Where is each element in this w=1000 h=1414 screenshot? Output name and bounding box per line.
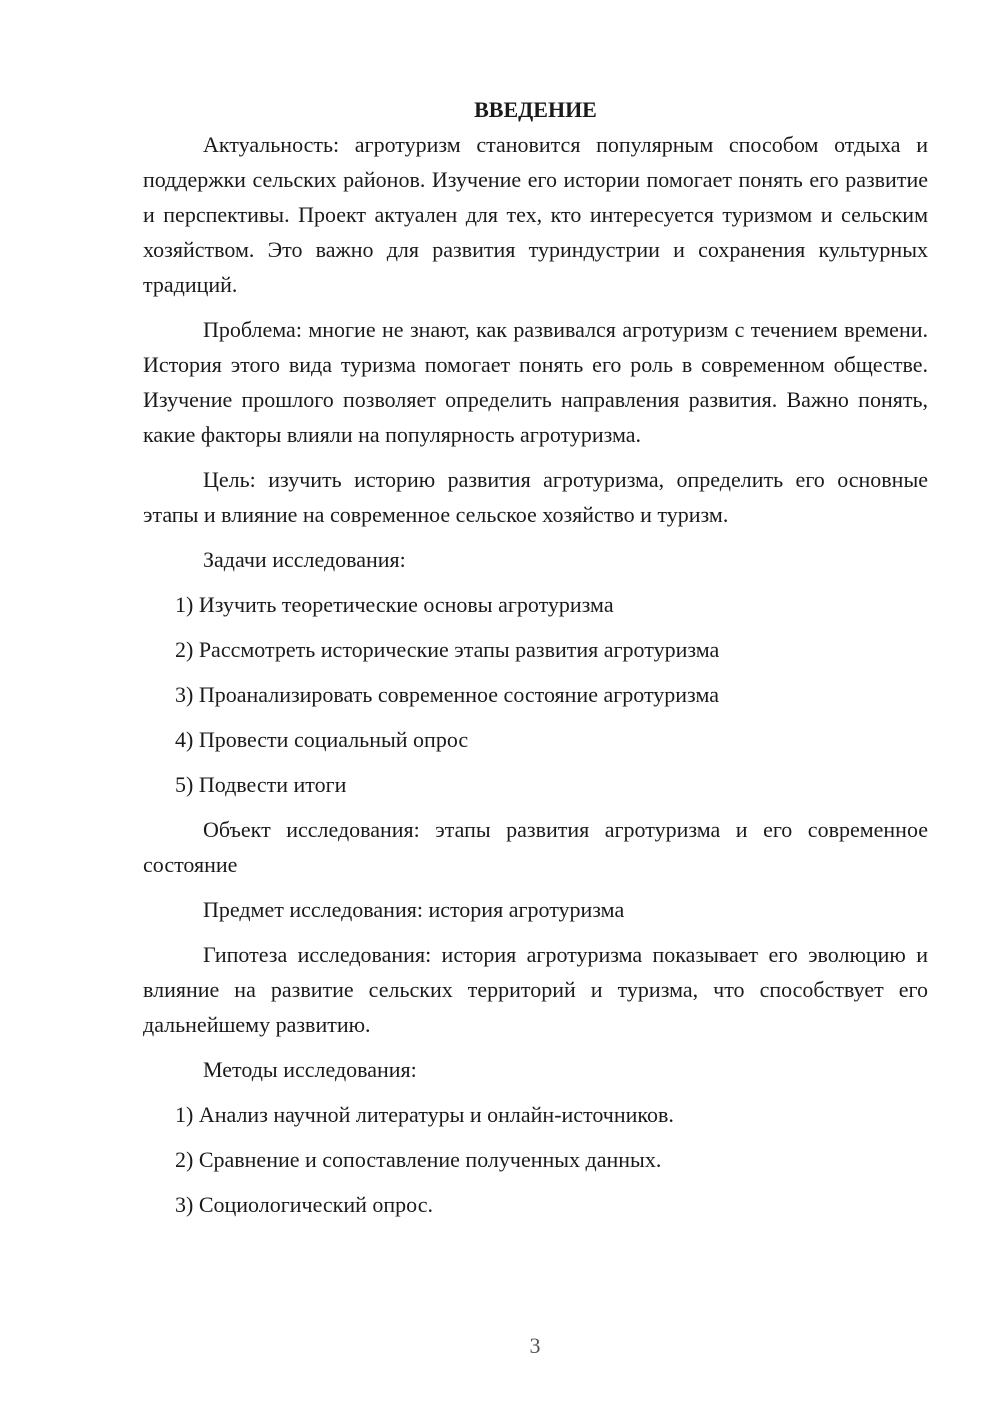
tasks-title: Задачи исследования: [203, 547, 406, 572]
method-item: 1) Анализ научной литературы и онлайн-источников. [175, 1102, 674, 1127]
hypothesis-paragraph: Гипотеза исследования: история агротуризма показывает его эволюцию и влияние на развитие сельских территорий и туризма, что способствует его дальнейшему развитию. [143, 942, 928, 1037]
method-item: 2) Сравнение и сопоставление полученных данных. [175, 1147, 662, 1172]
section-heading: ВВЕДЕНИЕ [474, 97, 597, 122]
method-item: 3) Социологический опрос. [175, 1192, 433, 1217]
task-item: 4) Провести социальный опрос [175, 727, 469, 752]
task-item: 1) Изучить теоретические основы агротуризма [175, 592, 614, 617]
page-number: 3 [529, 1333, 541, 1358]
methods-title: Методы исследования: [203, 1057, 417, 1082]
subject-paragraph: Предмет исследования: история агротуризма [203, 897, 625, 922]
task-item: 3) Проанализировать современное состояние агротуризма [175, 682, 719, 707]
relevance-paragraph: Актуальность: агротуризм становится популярным способом отдыха и поддержки сельских районов. Изучение его истории помогает понять его развитие и перспективы. Проект актуален для тех, кто интересуется туризмом и сельским хозяйством. Это важно для развития туриндустрии и сохранения культурных традиций. [143, 132, 928, 297]
document-page [143, 92, 928, 1232]
task-item: 2) Рассмотреть исторические этапы развития агротуризма [175, 637, 720, 662]
tasks-list [143, 587, 928, 802]
object-paragraph: Объект исследования: этапы развития агротуризма и его современное состояние [143, 817, 928, 877]
task-item: 5) Подвести итоги [175, 772, 347, 797]
goal-paragraph: Цель: изучить историю развития агротуризма, определить его основные этапы и влияние на современное сельское хозяйство и туризм. [143, 467, 928, 527]
problem-paragraph: Проблема: многие не знают, как развивался агротуризм с течением времени. История этого вида туризма помогает понять его роль в современном обществе. Изучение прошлого позволяет определить направления развития. Важно понять, какие факторы влияли на популярность агротуризма. [143, 317, 928, 447]
methods-list [143, 1097, 928, 1222]
